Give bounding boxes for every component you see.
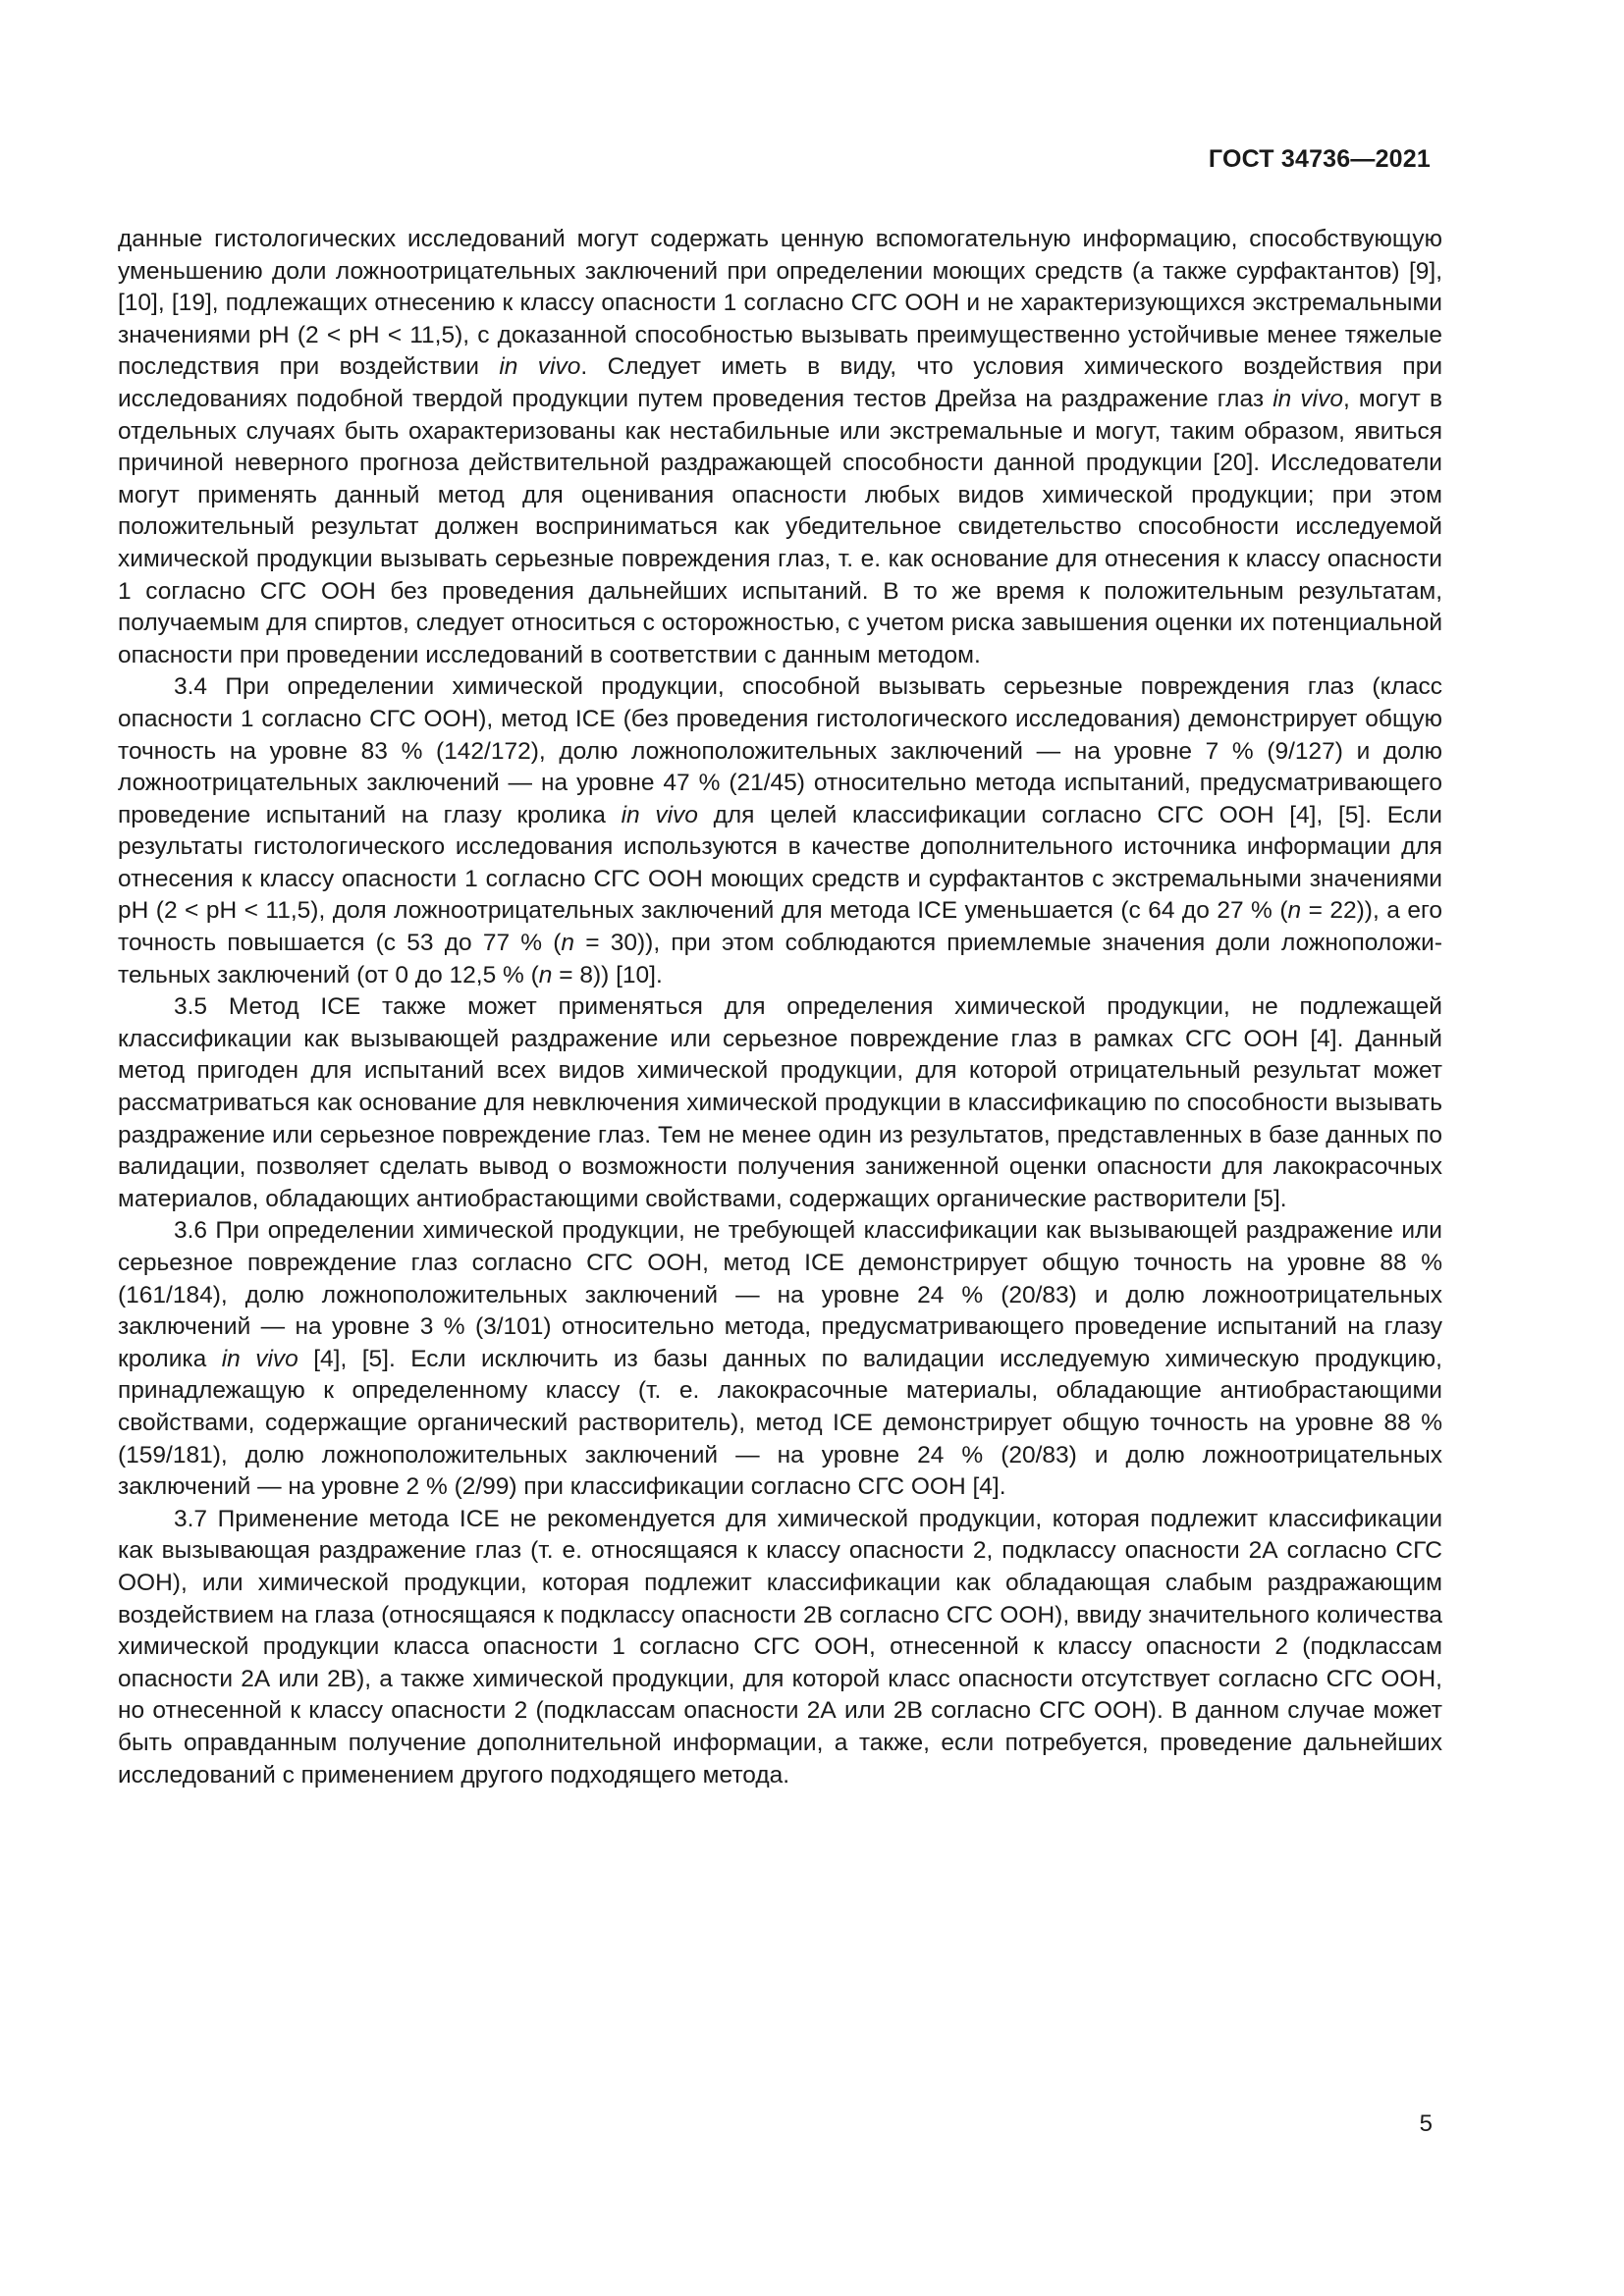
paragraph-section-3-7 [118, 1504, 1442, 1791]
italic-term: n [561, 930, 575, 957]
italic-term: in vivo [499, 353, 581, 381]
text-run: , могут в отдельных случаях быть охарактеризованы как нестабильные или экстремальные и могут, таким образом, явиться причиной неверного прогноза действительной раздражающей способности данной продукции [20]. Исследователи могут применять данный метод для оценивания опасности любых видов химической продукции; при этом положительный результат должен восприниматься как убедительное свидетельство способности исследуемой химической продукции вызывать серьезные повреждения глаз, т. е. как основание для отнесения к классу опасности 1 согласно СГС ООН без проведения дальнейших испытаний. В то же время к положительным результатам, получаемым для спиртов, следует относиться с осторожностью, с учетом риска завышения оценки их потенциальной опасности при проведении исследований в соответствии с данным методом. [118, 385, 1442, 668]
document-body [118, 224, 1442, 1791]
italic-term: n [1287, 897, 1302, 925]
text-run: . Следует иметь в виду, что условия химического воздействия при исследованиях подобной твердой продукции путем проведения тестов Дрейза на раздражение глаз [118, 353, 1443, 412]
text-run: = 30)), при этом соблюдаются приемлемые значения доли ложноположительных заключений (от 0 до 12,5 % ( [118, 930, 1442, 988]
text-run: 3.6 При определении химической продукции, не требующей классификации как вызывающей раздражение или серьезное повреждение глаз согласно СГС ООН, метод ICE демонстрирует общую точность на уровне 88 % (161/184), долю ложноположительных заключений — на уровне 24 % (20/83) и долю ложноотрицательных заключений — на уровне 3 % (3/101) относительно метода, предусматривающего проведение испытаний на глазу кролика [118, 1217, 1442, 1372]
paragraph-section-3-6 [118, 1215, 1442, 1503]
standard-code-header: ГОСТ 34736—2021 [1208, 145, 1431, 173]
paragraph-continuation [118, 224, 1442, 671]
page-number: 5 [1419, 2110, 1433, 2137]
text-run: [4], [5]. Если исключить из базы данных по валидации исследуемую химическую продукцию, принадлежащую к определенному классу (т. е. лакокрасочные материалы, обладающие антиобрастающими свойствами, содержащие органический растворитель), метод ICE демонстрирует общую точность на уровне 88 % (159/181), долю ложноположительных заключений — на уровне 24 % (20/83) и долю ложноотрицательных заключений — на уровне 2 % (2/99) при классификации согласно СГС ООН [4]. [118, 1345, 1442, 1501]
text-run: 3.4 При определении химической продукции, способной вызывать серьезные повреждения глаз (класс опасности 1 согласно СГС ООН), метод ICE (без проведения гистологического исследования) демонстрирует общую точность на уровне 83 % (142/172), долю ложноположительных заключений — на уровне 7 % (9/127) и долю ложноотрицательных заключений — на уровне 47 % (21/45) относительно метода испытаний, предусматривающего проведение испытаний на глазу кролика [118, 673, 1442, 828]
text-run: 3.7 Применение метода ICE не рекомендуется для химической продукции, которая подлежит классификации как вызывающая раздражение глаз (т. е. относящаяся к классу опасности 2, подклассу опасности 2А согласно СГС ООН), или химической продукции, которая подлежит классификации как обладающая слабым раздражающим воздействием на глаза (относящаяся к подклассу опасности 2В согласно СГС ООН), ввиду значительного количества химической продукции класса опасности 1 согласно СГС ООН, отнесенной к классу опасности 2 (подклассам опасности 2А или 2В), а также химической продукции, для которой класс опасности отсутствует согласно СГС ООН, но отнесенной к классу опасности 2 (подклассам опасности 2А или 2В согласно СГС ООН). В данном случае может быть оправданным получение дополнительной информации, а также, если потребуется, проведение дальнейших исследований с применением другого подходящего метода. [118, 1505, 1442, 1789]
italic-term: in vivo [221, 1345, 298, 1372]
italic-term: in vivo [621, 801, 698, 828]
text-run: = 22)), а его точность повышается (с 53 до 77 % ( [118, 897, 1442, 957]
text-run: = 8)) [10]. [552, 961, 663, 988]
paragraph-section-3-4 [118, 671, 1442, 991]
italic-term: in vivo [1272, 385, 1343, 412]
paragraph-section-3-5 [118, 991, 1442, 1215]
text-run: данные гистологических исследований могут содержать ценную вспомогательную информацию, способствующую уменьшению доли ложноотрицательных заключений при определении моющих средств (а также сурфактантов) [9], [10], [19], подлежащих отнесению к классу опасности 1 согласно СГС ООН и не характеризующихся экстремальными значениями pH (2 < pH < 11,5), с доказанной способностью вызывать преимущественно устойчивые менее тяжелые последствия при воздействии [118, 226, 1442, 381]
text-run: 3.5 Метод ICE также может применяться для определения химической продукции, не подлежащей классификации как вызывающей раздражение или серьезное повреждение глаз в рамках СГС ООН [4]. Данный метод пригоден для испытаний всех видов химической продукции, для которой отрицательный результат может рассматриваться как основание для невключения химической продукции в классификацию по способности вызывать раздражение или серьезное повреждение глаз. Тем не менее один из результатов, представленных в базе данных по валидации, позволяет сделать вывод о возможности получения заниженной оценки опасности для лакокрасочных материалов, обладающих антиобрастающими свойствами, содержащих органические растворители [5]. [118, 993, 1442, 1212]
text-run: для целей классификации согласно СГС ООН [4], [5]. Если результаты гистологического исследования используются в качестве дополнительного источника информации для отнесения к классу опасности 1 согласно СГС ООН моющих средств и сурфактантов с экстремальными значениями pH (2 < pH < 11,5), доля ложноотрицательных заключений для метода ICE уменьшается (с 64 до 27 % ( [118, 801, 1442, 925]
italic-term: n [538, 961, 553, 988]
